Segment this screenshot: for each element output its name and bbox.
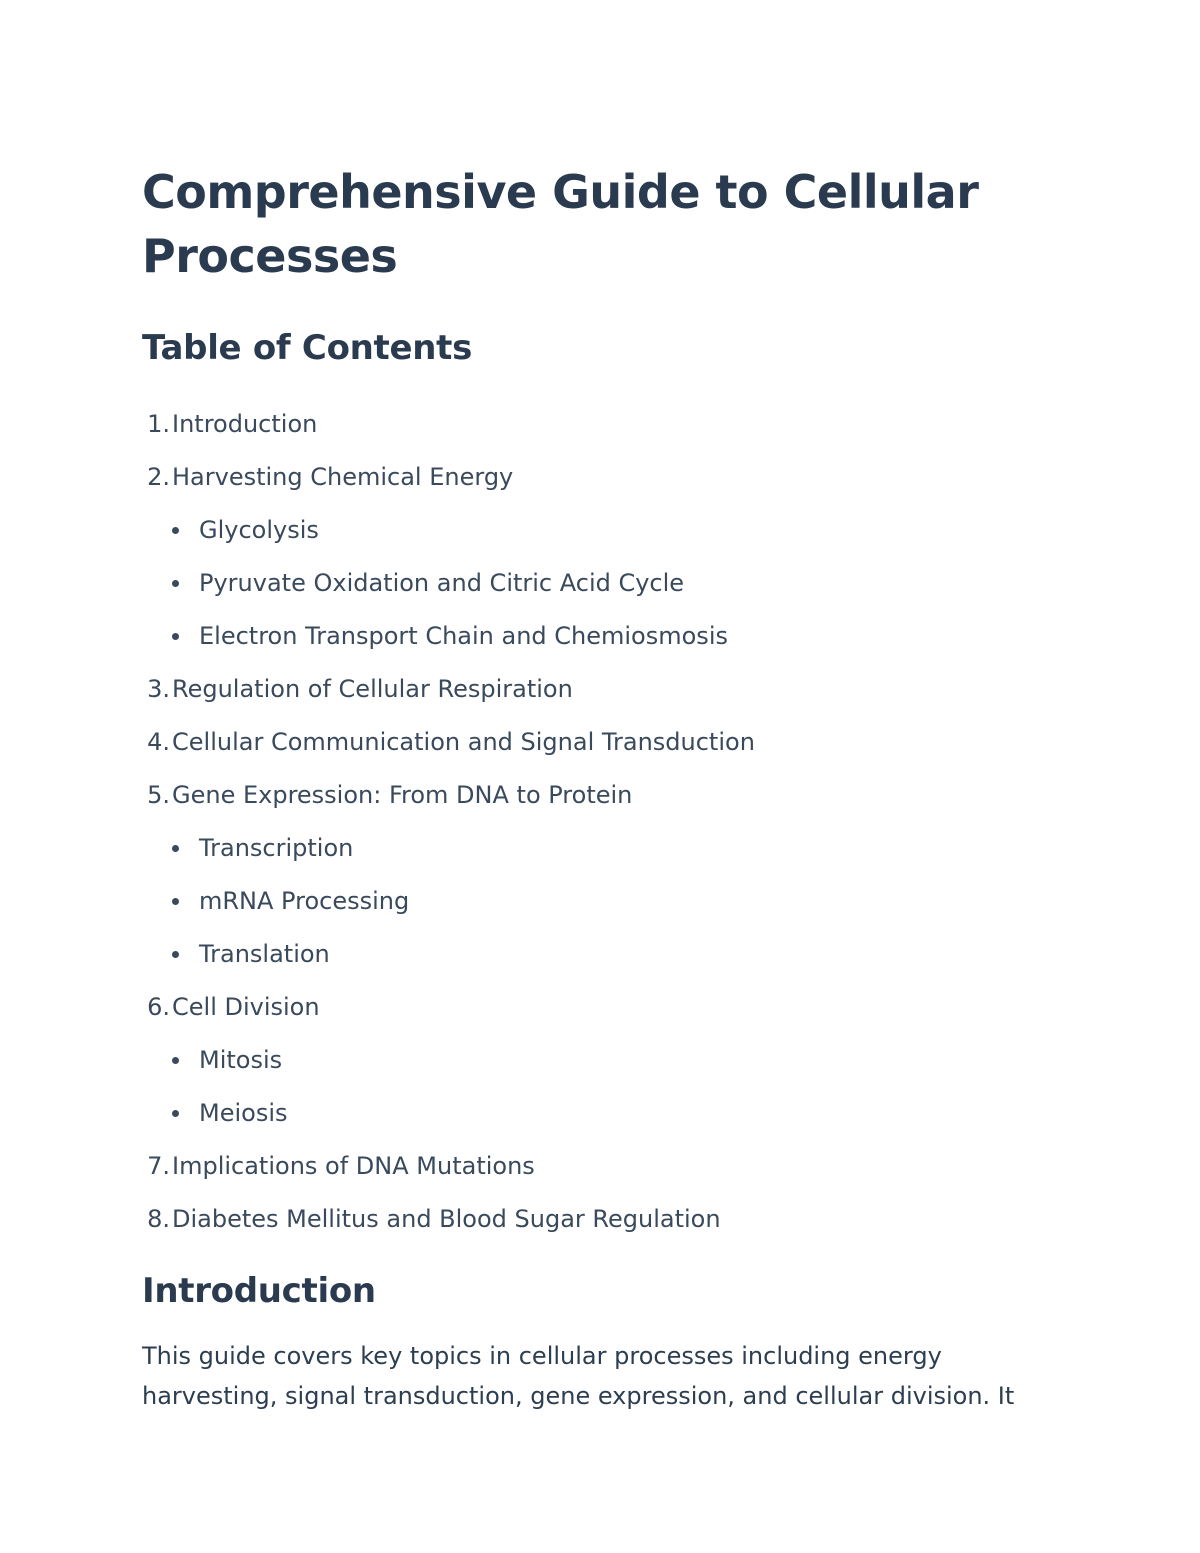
toc-subitem-electron-transport[interactable] (142, 610, 1042, 663)
bullet-icon (172, 1057, 179, 1064)
toc-number: 4. (147, 728, 170, 756)
toc-sublabel: mRNA Processing (199, 887, 410, 915)
bullet-icon (172, 898, 179, 905)
bullet-icon (172, 633, 179, 640)
toc-heading: Table of Contents (142, 328, 473, 368)
table-of-contents (142, 398, 1042, 1246)
toc-item-regulation[interactable] (142, 663, 1042, 716)
document-title: Comprehensive Guide to Cellular Processes (142, 165, 979, 283)
toc-subitem-meiosis[interactable] (142, 1087, 1042, 1140)
toc-sublist (142, 1034, 1042, 1140)
toc-label: Diabetes Mellitus and Blood Sugar Regulation (172, 1205, 721, 1233)
toc-number: 6. (147, 993, 170, 1021)
toc-sublabel: Electron Transport Chain and Chemiosmosis (199, 622, 728, 650)
toc-label: Introduction (172, 410, 318, 438)
bullet-icon (172, 951, 179, 958)
toc-item-gene-expression[interactable] (142, 769, 1042, 822)
toc-sublabel: Translation (199, 940, 330, 968)
toc-subitem-glycolysis[interactable] (142, 504, 1042, 557)
introduction-heading: Introduction (142, 1271, 376, 1311)
toc-item-dna-mutations[interactable] (142, 1140, 1042, 1193)
toc-label: Cell Division (172, 993, 320, 1021)
toc-subitem-mitosis[interactable] (142, 1034, 1042, 1087)
toc-subitem-pyruvate-oxidation[interactable] (142, 557, 1042, 610)
toc-subitem-transcription[interactable] (142, 822, 1042, 875)
toc-sublabel: Mitosis (199, 1046, 283, 1074)
toc-subitem-mrna-processing[interactable] (142, 875, 1042, 928)
toc-sublist (142, 504, 1042, 663)
toc-sublabel: Pyruvate Oxidation and Citric Acid Cycle (199, 569, 685, 597)
toc-number: 1. (147, 410, 170, 438)
toc-number: 2. (147, 463, 170, 491)
toc-item-harvesting-energy[interactable] (142, 451, 1042, 504)
toc-label: Regulation of Cellular Respiration (172, 675, 573, 703)
toc-item-introduction[interactable] (142, 398, 1042, 451)
toc-item-diabetes[interactable] (142, 1193, 1042, 1246)
toc-sublabel: Transcription (199, 834, 354, 862)
toc-item-cell-division[interactable] (142, 981, 1042, 1034)
bullet-icon (172, 845, 179, 852)
bullet-icon (172, 527, 179, 534)
toc-sublist (142, 822, 1042, 981)
toc-number: 7. (147, 1152, 170, 1180)
toc-item-communication[interactable] (142, 716, 1042, 769)
toc-sublabel: Meiosis (199, 1099, 288, 1127)
toc-label: Harvesting Chemical Energy (172, 463, 514, 491)
toc-sublabel: Glycolysis (199, 516, 319, 544)
document-page (142, 160, 1042, 1416)
introduction-paragraph: This guide covers key topics in cellular processes including energy harvesting, signal transduction, gene expression, and cellular division. It (142, 1342, 1015, 1410)
toc-number: 3. (147, 675, 170, 703)
toc-label: Cellular Communication and Signal Transduction (172, 728, 755, 756)
toc-number: 8. (147, 1205, 170, 1233)
toc-label: Gene Expression: From DNA to Protein (172, 781, 633, 809)
bullet-icon (172, 580, 179, 587)
toc-number: 5. (147, 781, 170, 809)
toc-subitem-translation[interactable] (142, 928, 1042, 981)
bullet-icon (172, 1110, 179, 1117)
toc-label: Implications of DNA Mutations (172, 1152, 535, 1180)
